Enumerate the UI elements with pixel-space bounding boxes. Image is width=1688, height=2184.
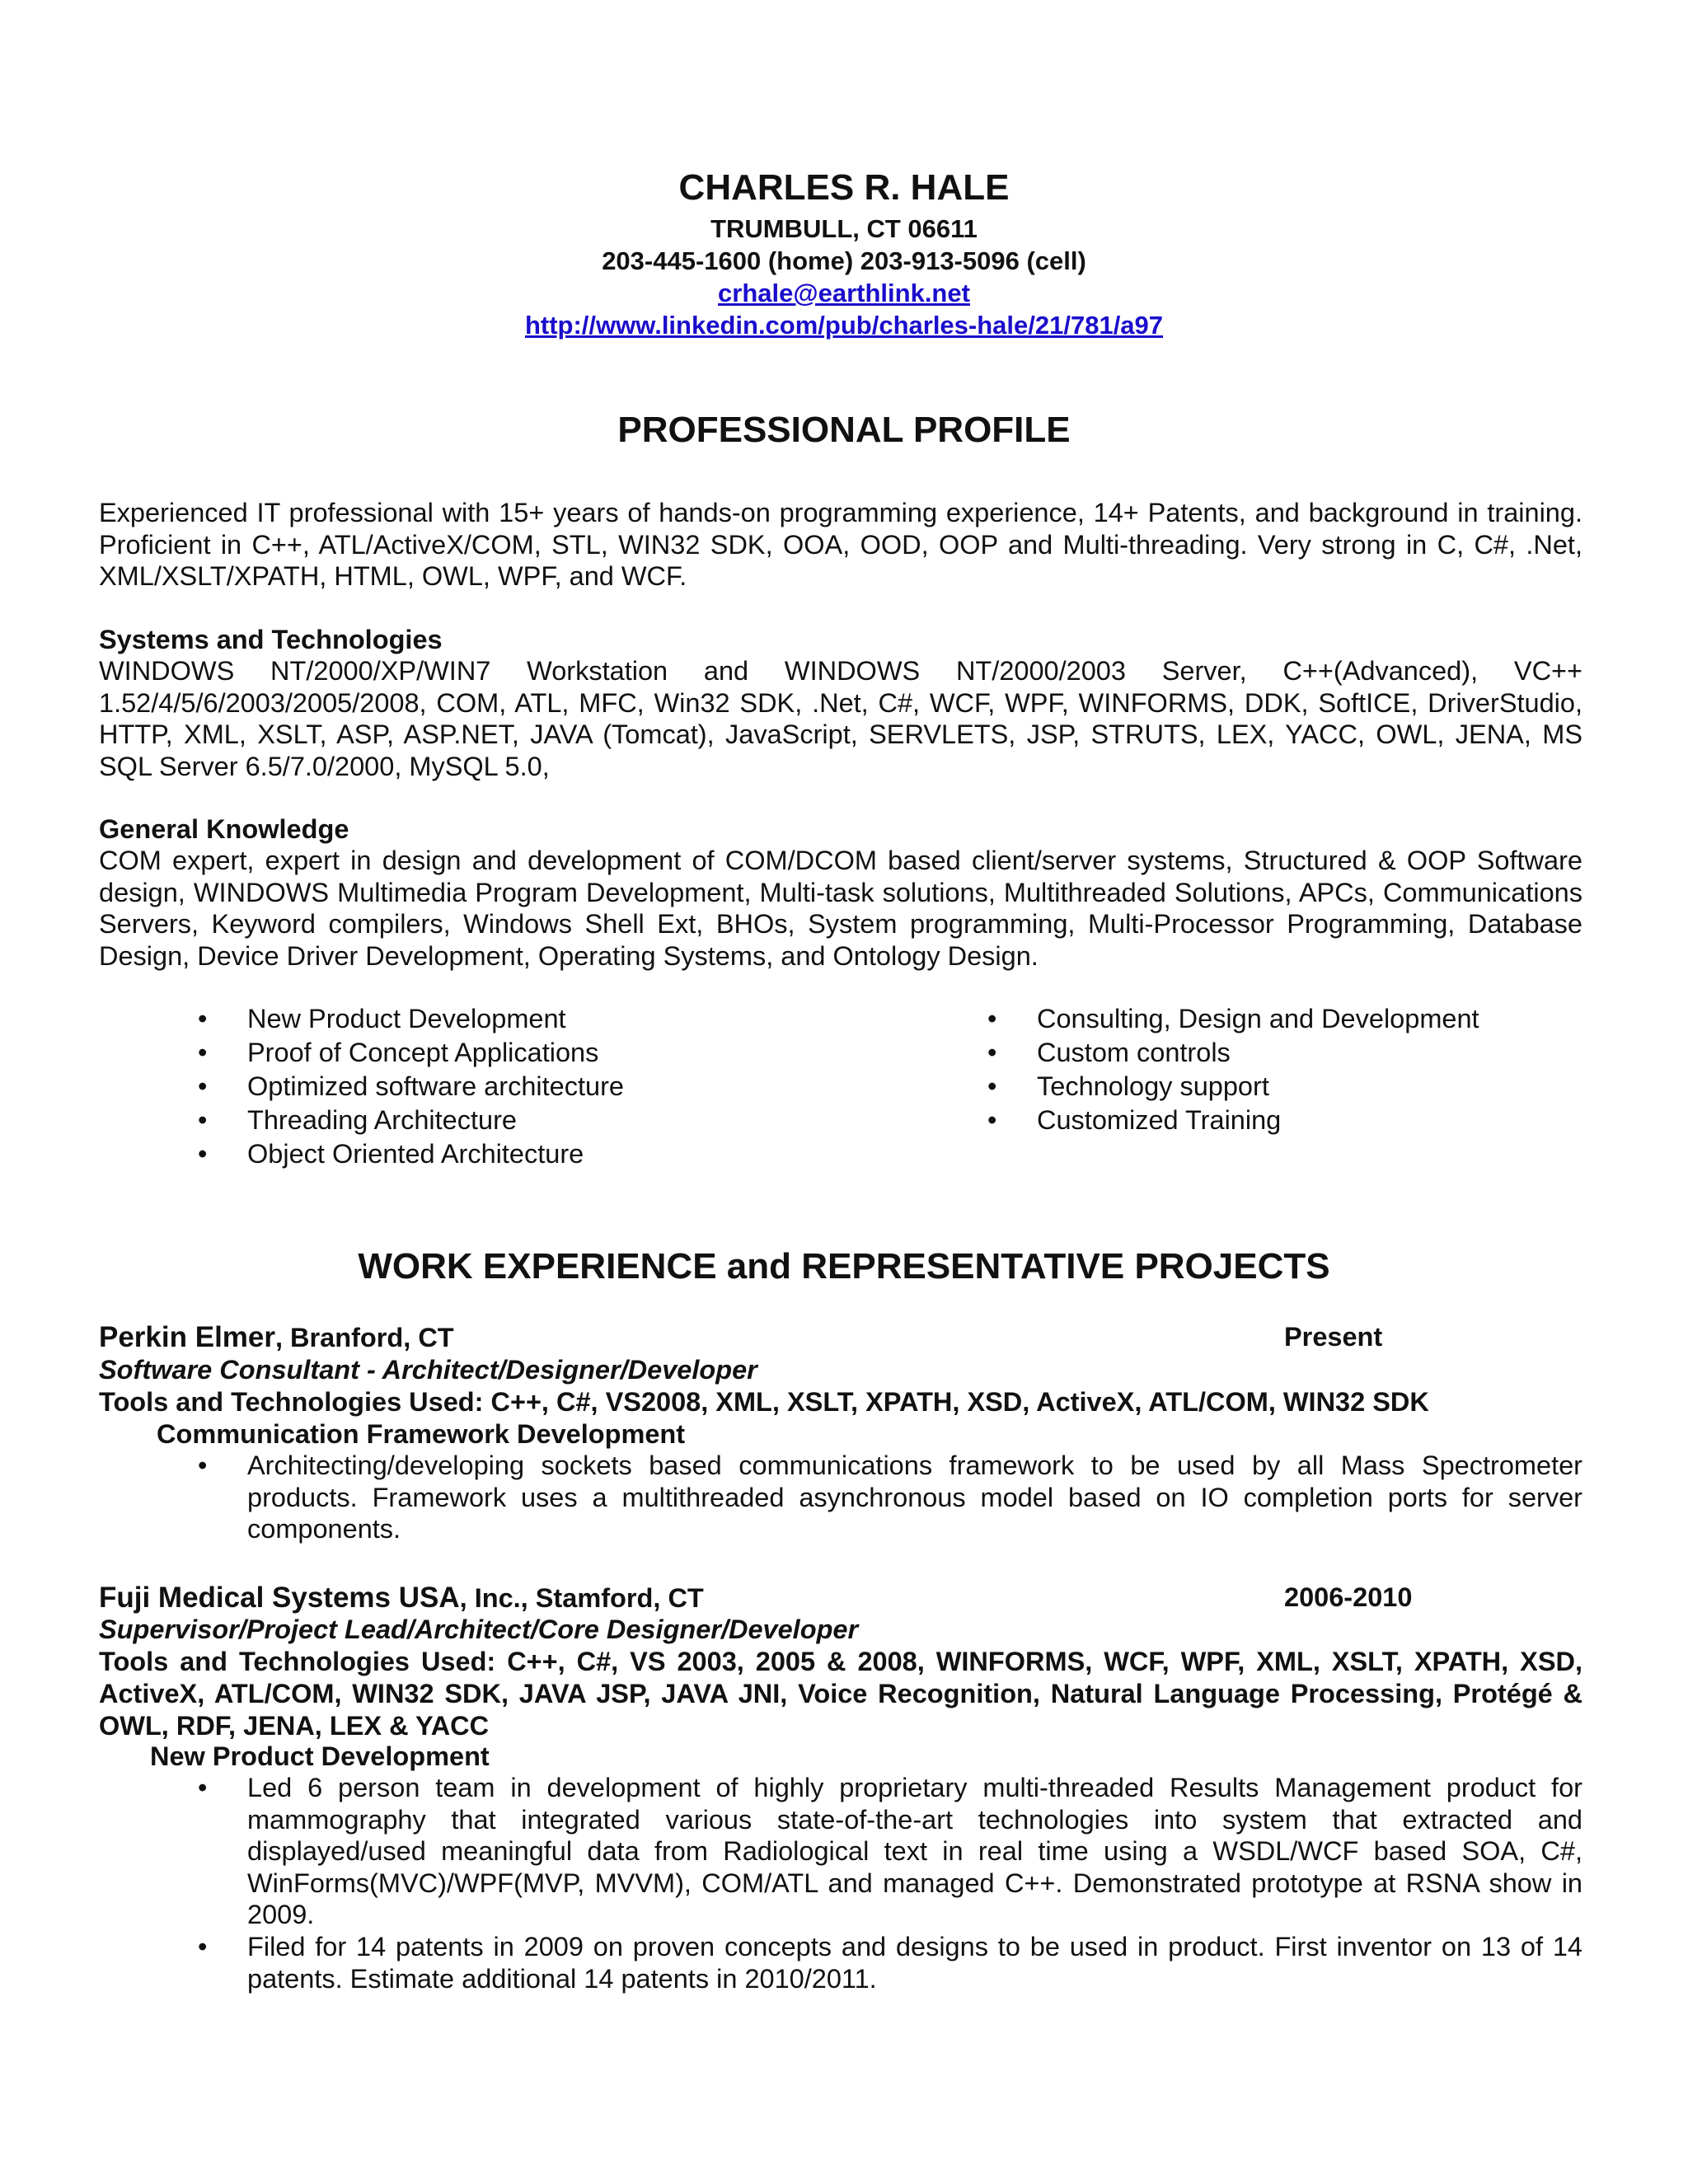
bullet-icon: •: [198, 1038, 208, 1067]
job-bullets: [198, 1772, 1582, 1994]
bullet-icon: •: [198, 1451, 208, 1480]
email-line: [0, 277, 1688, 309]
list-item: • Led 6 person team in development of highly proprietary multi-threaded Results Management product for mammography that integrated various state-of-the-art technologies into system that extracted and displayed/used meaningful data from Radiological text in real time using a WSDL/WCF based SOA, C#, WinForms(MVC)/WPF(MVP, MVVM), COM/ATL and managed C++. Demonstrated prototype at RSNA show in 2009.: [198, 1773, 1582, 1930]
company-name: Fuji Medical Systems USA: [99, 1582, 460, 1614]
bullet-icon: •: [987, 1038, 997, 1067]
job-date: Present: [1284, 1322, 1383, 1352]
list-item: • Threading Architecture: [198, 1104, 940, 1137]
section-title-work: WORK EXPERIENCE and REPRESENTATIVE PROJECTS: [358, 1246, 1330, 1286]
bullet-icon: •: [987, 1105, 997, 1135]
systems-heading: Systems and Technologies: [99, 625, 443, 654]
email-link[interactable]: crhale@earthlink.net: [718, 279, 970, 307]
candidate-name: CHARLES R. HALE: [678, 167, 1010, 208]
job-bullets: [198, 1450, 1582, 1545]
list-item: • Customized Training: [987, 1104, 1647, 1137]
list-item: • Proof of Concept Applications: [198, 1036, 940, 1070]
general-body: COM expert, expert in design and development of COM/DCOM based client/server systems, Structured & OOP Software design, WINDOWS Multimedia Program Development, Multi-task solutions, Multithreaded Solutions, APCs, Communications Servers, Keyword compilers, Windows Shell Ext, BHOs, System programming, Multi-Processor Programming, Database Design, Device Driver Development, Operating Systems, and Ontology Design.: [99, 846, 1582, 971]
general-heading: General Knowledge: [99, 814, 349, 844]
job-tools: Tools and Technologies Used: C++, C#, VS 2003, 2005 & 2008, WINFORMS, WCF, WPF, XML, XSLT, XPATH, XSD, ActiveX, ATL/COM, WIN32 SDK, JAVA JSP, JAVA JNI, Voice Recognition, Natural Language Processing, Protégé & OWL, RDF, JENA, LEX & YACC: [99, 1647, 1582, 1741]
systems-body: WINDOWS NT/2000/XP/WIN7 Workstation and WINDOWS NT/2000/2003 Server, C++(Advanced), VC++ 1.52/4/5/6/2003/2005/2008, COM, ATL, MFC, Win32 SDK, .Net, C#, WCF, WPF, WINFORMS, DDK, SoftICE, DriverStudio, HTTP, XML, XSLT, ASP, ASP.NET, JAVA (Tomcat), JavaScript, SERVLETS, JSP, STRUTS, LEX, YACC, OWL, JENA, MS SQL Server 6.5/7.0/2000, MySQL 5.0,: [99, 656, 1582, 781]
job-tools: Tools and Technologies Used: C++, C#, VS2008, XML, XSLT, XPATH, XSD, ActiveX, ATL/COM, WIN32 SDK: [99, 1387, 1429, 1417]
bullet-icon: •: [198, 1931, 208, 1961]
list-item: • Architecting/developing sockets based communications framework to be used by all Mass Spectrometer products. Framework uses a multithreaded asynchronous model based on IO completion ports for server components.: [198, 1451, 1582, 1544]
company-location: , Inc., Stamford, CT: [459, 1583, 704, 1613]
project-heading: New Product Development: [150, 1741, 490, 1771]
phone-numbers: 203-445-1600 (home) 203-913-5096 (cell): [602, 246, 1086, 275]
list-item: • New Product Development: [198, 1002, 940, 1036]
bullet-icon: •: [198, 1139, 208, 1169]
bullet-icon: •: [987, 1071, 997, 1101]
list-item: • Object Oriented Architecture: [198, 1137, 940, 1171]
list-item: • Optimized software architecture: [198, 1070, 940, 1104]
list-item: • Filed for 14 patents in 2009 on proven concepts and designs to be used in product. First inventor on 13 of 14 patents. Estimate additional 14 patents in 2010/2011.: [198, 1931, 1582, 1994]
job-role: Supervisor/Project Lead/Architect/Core Designer/Developer: [99, 1615, 859, 1644]
linkedin-link[interactable]: http://www.linkedin.com/pub/charles-hale/21/781/a97: [524, 311, 1164, 340]
bullet-icon: •: [987, 1004, 997, 1033]
company-name: Perkin Elmer: [99, 1321, 275, 1353]
section-title-profile: PROFESSIONAL PROFILE: [617, 410, 1071, 450]
bullet-icon: •: [198, 1071, 208, 1101]
bullet-icon: •: [198, 1773, 208, 1802]
job-date: 2006-2010: [1284, 1582, 1413, 1612]
address: TRUMBULL, CT 06611: [710, 214, 978, 243]
skills-list-left: [198, 1002, 940, 1171]
linkedin-line: [0, 309, 1688, 341]
skills-list-right: [987, 1002, 1647, 1137]
bullet-icon: •: [198, 1105, 208, 1135]
list-item: • Technology support: [987, 1070, 1647, 1104]
profile-summary: Experienced IT professional with 15+ years of hands-on programming experience, 14+ Patents, and background in training. Proficient in C++, ATL/ActiveX/COM, STL, WIN32 SDK, OOA, OOD, OOP and Multi-threading. Very strong in C, C#, .Net, XML/XSLT/XPATH, HTML, OWL, WPF, and WCF.: [99, 498, 1582, 592]
list-item: • Consulting, Design and Development: [987, 1002, 1647, 1036]
list-item: • Custom controls: [987, 1036, 1647, 1070]
company-location: , Branford, CT: [275, 1323, 454, 1352]
project-heading: Communication Framework Development: [157, 1419, 686, 1449]
bullet-icon: •: [198, 1004, 208, 1033]
job-role: Software Consultant - Architect/Designer/Developer: [99, 1355, 757, 1385]
